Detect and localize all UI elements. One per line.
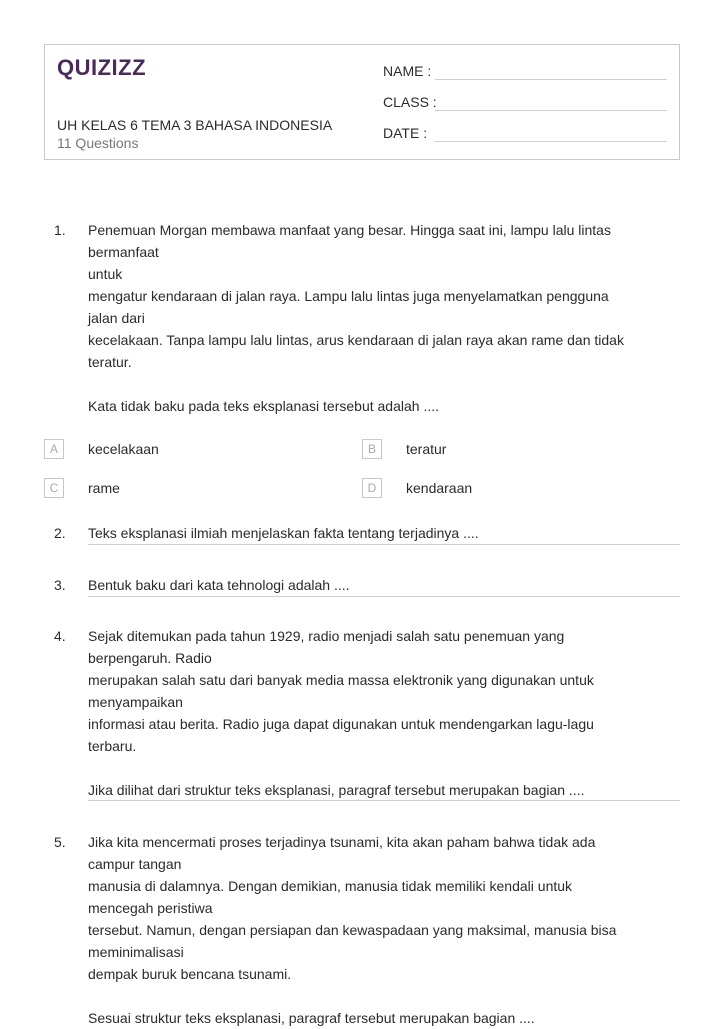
question-5-text (88, 831, 678, 1029)
question-line: tersebut. Namun, dengan persiapan dan kewaspadaan yang maksimal, manusia bisa (88, 922, 617, 938)
question-number: 1. (54, 222, 66, 238)
option-a-text[interactable]: kecelakaan (88, 441, 159, 457)
date-field[interactable] (383, 125, 427, 141)
question-number: 5. (54, 834, 66, 850)
question-prompt: Jika dilihat dari struktur teks eksplanasi, paragraf tersebut merupakan bagian .... (88, 782, 585, 798)
question-2-text (88, 522, 678, 544)
question-number: 4. (54, 628, 66, 644)
question-count: 11 Questions (57, 135, 139, 151)
question-line: mencegah peristiwa (88, 900, 213, 916)
question-line: kecelakaan. Tanpa lampu lalu lintas, arus kendaraan di jalan raya akan rame dan tidak (88, 332, 624, 348)
class-label: CLASS : (383, 94, 437, 110)
question-line: jalan dari (88, 310, 145, 326)
option-d-text[interactable]: kendaraan (406, 480, 473, 496)
option-c-box[interactable]: C (44, 478, 64, 498)
question-line: untuk (88, 266, 123, 282)
question-line: dempak buruk bencana tsunami. (88, 966, 292, 982)
question-line: Penemuan Morgan membawa manfaat yang besar. Hingga saat ini, lampu lalu lintas (88, 222, 611, 238)
question-prompt: Sesuai struktur teks eksplanasi, paragraf tersebut merupakan bagian .... (88, 1010, 535, 1026)
date-label: DATE : (383, 125, 428, 141)
name-label: NAME : (383, 63, 432, 79)
question-spacer (88, 373, 678, 395)
question-line: mengatur kendaraan di jalan raya. Lampu lalu lintas juga menyelamatkan pengguna (88, 288, 609, 304)
question-line: campur tangan (88, 856, 182, 872)
date-line[interactable] (435, 141, 667, 142)
option-b-text[interactable]: teratur (406, 441, 447, 457)
name-line[interactable] (435, 79, 667, 80)
question-number: 3. (54, 577, 66, 593)
question-line: bermanfaat (88, 244, 159, 260)
question-line: berpengaruh. Radio (88, 650, 212, 666)
quizizz-logo: QUIZIZZ (57, 55, 147, 80)
question-line: Bentuk baku dari kata tehnologi adalah .... (88, 577, 350, 593)
question-line: Sejak ditemukan pada tahun 1929, radio menjadi salah satu penemuan yang (88, 628, 565, 644)
worksheet-header (44, 44, 680, 160)
question-line: terbaru. (88, 738, 137, 754)
class-line[interactable] (435, 110, 667, 111)
question-1-text (88, 219, 678, 417)
question-line: Teks eksplanasi ilmiah menjelaskan fakta tentang terjadinya .... (88, 525, 479, 541)
question-line: meminimalisasi (88, 944, 184, 960)
worksheet-title: UH KELAS 6 TEMA 3 BAHASA INDONESIA (57, 117, 333, 133)
answer-line[interactable] (88, 596, 680, 597)
question-4-text (88, 625, 678, 801)
question-prompt: Kata tidak baku pada teks eksplanasi tersebut adalah .... (88, 398, 440, 414)
class-field[interactable] (383, 94, 437, 110)
option-c-text[interactable]: rame (88, 480, 120, 496)
question-line: Jika kita mencermati proses terjadinya tsunami, kita akan paham bahwa tidak ada (88, 834, 596, 850)
question-3-text (88, 574, 678, 596)
question-line: manusia di dalamnya. Dengan demikian, manusia tidak memiliki kendali untuk (88, 878, 573, 894)
question-spacer (88, 985, 678, 1007)
option-d-box[interactable]: D (362, 478, 382, 498)
question-line: menyampaikan (88, 694, 183, 710)
question-line: teratur. (88, 354, 132, 370)
question-number: 2. (54, 525, 66, 541)
option-b-box[interactable]: B (362, 439, 382, 459)
question-line: informasi atau berita. Radio juga dapat digunakan untuk mendengarkan lagu-lagu (88, 716, 594, 732)
answer-line[interactable] (88, 800, 680, 801)
option-a-box[interactable]: A (44, 439, 64, 459)
name-field[interactable] (383, 63, 431, 79)
answer-line[interactable] (88, 544, 680, 545)
question-line: merupakan salah satu dari banyak media massa elektronik yang digunakan untuk (88, 672, 594, 688)
question-spacer (88, 757, 678, 779)
